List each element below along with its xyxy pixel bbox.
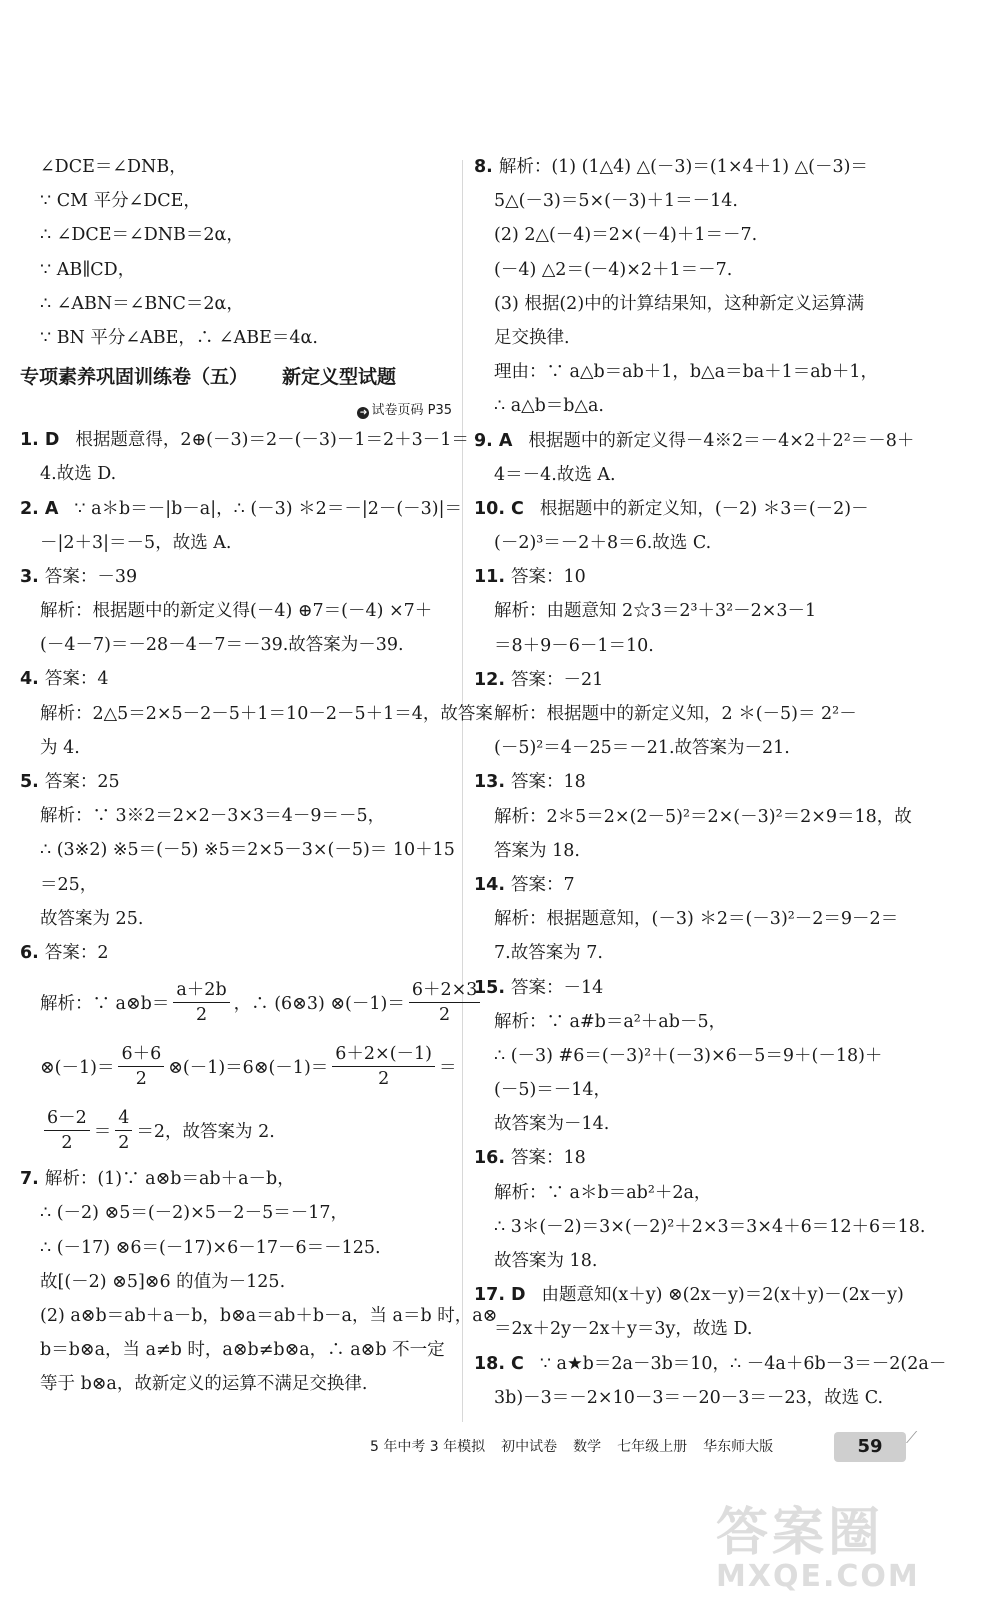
fraction: $\frac{6+6}{2}$ (118, 1042, 164, 1091)
text-line: b＝b⊗a，当 a≠b 时，a⊗b≠b⊗a，∴ a⊗b 不一定 (40, 1340, 445, 1361)
question-7 (20, 1162, 460, 1196)
footer-series: 5 年中考 3 年模拟 (370, 1439, 486, 1455)
question-number: 11. (474, 567, 506, 588)
question-16 (474, 1141, 944, 1175)
watermark (716, 1490, 920, 1594)
text-line: 答案：18 (511, 1148, 586, 1169)
text-line: 解析：(1)∵ a⊗b＝ab＋a－b， (44, 1169, 295, 1190)
text-segment: ⊗(－1)＝ (40, 1057, 115, 1078)
leaf-icon: ⟋ (906, 1428, 918, 1447)
text-line: ＝8＋9－6－1＝10. (494, 635, 654, 656)
text-line: 理由：∵ a△b＝ab＋1，b△a＝ba＋1＝ab＋1， (494, 362, 879, 383)
watermark-url: MXQE.COM (716, 1559, 920, 1594)
text-line: ＝2x＋2y－2x＋y＝3y，故选 D. (494, 1319, 753, 1340)
footer-grade: 七年级上册 (617, 1439, 688, 1455)
question-number: 4. (20, 669, 39, 690)
question-number: 8. (474, 157, 493, 177)
text-line: 故答案为－14. (494, 1114, 610, 1135)
question-number: 9. (474, 430, 493, 451)
text-line: 答案：－21 (511, 669, 604, 690)
question-3 (20, 560, 460, 594)
question-number: 5. (20, 772, 39, 792)
question-number: 15. (474, 977, 506, 998)
text-line: 5△(－3)＝5×(－3)＋1＝－14. (494, 191, 738, 212)
watermark-text: 答案圈 (716, 1503, 885, 1563)
text-line: 答案：18 (511, 772, 586, 793)
text-line: ∴ (－17) ⊗6＝(－17)×6－17－6＝－125. (40, 1237, 381, 1258)
question-number: 6. (20, 942, 39, 963)
text-line: (2) 2△(－4)＝2×(－4)＋1＝－7. (494, 225, 758, 246)
text-line: 故答案为 18. (494, 1251, 598, 1271)
question-18 (474, 1347, 947, 1381)
question-number: 3. (20, 566, 39, 587)
text-segment: 解析：∵ a⊗b＝ (40, 993, 170, 1014)
text-segment: ，∴ (6⊗3) ⊗(－1)＝ (233, 993, 405, 1014)
answer-choice: A (44, 498, 59, 519)
question-6 (20, 936, 460, 970)
fraction: $\frac{6-2}{2}$ (44, 1106, 90, 1155)
formula-line (20, 1034, 460, 1098)
question-14 (474, 868, 944, 902)
text-line: ∵ a＊b＝－|b－a|，∴ (－3) ＊2＝－|2－(－3)|＝ (74, 498, 463, 519)
text-line: (－5)＝－14， (494, 1080, 612, 1101)
text-line: 根据题中的新定义知，(－2) ＊3＝(－2)－ (539, 498, 869, 519)
text-line: 解析：2△5＝2×5－2－5＋1＝10－2－5＋1＝4，故答案 (40, 703, 493, 724)
question-number: 18. (474, 1353, 506, 1374)
answer-choice: C (511, 1353, 524, 1374)
text-segment: ＝2，故答案为 2. (136, 1121, 275, 1142)
question-number: 13. (474, 772, 506, 793)
text-line: ∴ a△b＝b△a. (494, 396, 604, 417)
text-line: ∴ ∠ABN＝∠BNC＝2α， (40, 293, 244, 314)
text-line: ∠DCE＝∠DNB， (40, 157, 187, 177)
text-line: 答案：4 (44, 669, 109, 690)
text-line: (3) 根据(2)中的计算结果知，这种新定义运算满 (494, 293, 865, 314)
answer-choice: D (44, 430, 60, 451)
page-footer (370, 1436, 773, 1456)
text-line: －|2＋3|＝－5，故选 A. (40, 532, 232, 553)
text-line: 答案为 18. (494, 840, 580, 861)
text-line: 7.故答案为 7. (494, 943, 603, 964)
text-line: 根据题中的新定义得－4※2＝－4×2＋2²＝－8＋ (528, 430, 915, 451)
question-4 (20, 662, 460, 696)
text-line: 为 4. (40, 737, 80, 758)
question-1 (20, 423, 469, 457)
text-line: 解析：(1) (1△4) △(－3)＝(1×4＋1) △(－3)＝ (498, 157, 868, 177)
question-13 (474, 765, 944, 799)
text-line: (－5)²＝4－25＝－21.故答案为－21. (494, 738, 790, 759)
text-line: 解析：2＊5＝2×(2－5)²＝2×(－3)²＝2×9＝18，故 (494, 806, 912, 827)
text-line: 由题意知(x＋y) ⊗(2x－y)＝2(x＋y)－(2x－y) (541, 1285, 904, 1306)
text-line: (2) a⊗b＝ab＋a－b，b⊗a＝ab＋b－a，当 a＝b 时，a⊗ (40, 1305, 498, 1326)
text-line: 故[(－2) ⊗5]⊗6 的值为－125. (40, 1271, 286, 1292)
question-15 (474, 971, 944, 1005)
text-line: (－2)³＝－2＋8＝6.故选 C. (494, 533, 712, 554)
text-line: ∵ BN 平分∠ABE，∴ ∠ABE＝4α. (40, 327, 318, 348)
text-line: ∵ CM 平分∠DCE， (40, 191, 201, 212)
question-number: 2. (20, 498, 39, 519)
question-8 (474, 150, 944, 184)
right-column (474, 150, 947, 1415)
text-line: (－4－7)＝－28－4－7＝－39.故答案为－39. (40, 635, 404, 656)
footer-subject: 数学 (573, 1439, 602, 1455)
question-number: 12. (474, 669, 506, 690)
text-line: ∵ a★b＝2a－3b＝10，∴ －4a＋6b－3＝－2(2a－ (539, 1353, 947, 1374)
text-line: 解析：∵ a＊b＝ab²＋2a， (494, 1182, 712, 1203)
text-line: 答案：－39 (44, 566, 138, 587)
fraction: $\frac{6+2\times 3}{2}$ (409, 978, 481, 1027)
text-line: 答案：10 (511, 567, 586, 588)
question-number: 16. (474, 1148, 506, 1169)
text-line: 故答案为 25. (40, 908, 144, 929)
text-line: 解析：由题意知 2☆3＝2³＋3²－2×3－1 (494, 601, 817, 622)
text-line: 解析：根据题中的新定义得(－4) ⊕7＝(－4) ×7＋ (40, 601, 433, 622)
text-line: 解析：∵ a#b＝a²＋ab－5， (494, 1011, 727, 1032)
text-line: 答案：7 (511, 874, 575, 895)
question-number: 10. (474, 498, 506, 519)
footer-edition: 华东师大版 (703, 1439, 774, 1455)
question-17 (474, 1278, 944, 1312)
text-line: ∴ (－3) #6＝(－3)²＋(－3)×6－5＝9＋(－18)＋ (494, 1045, 883, 1066)
question-10 (474, 492, 944, 526)
text-line: 答案：－14 (511, 977, 604, 998)
section-title (20, 355, 460, 399)
answer-choice: C (511, 498, 524, 519)
text-line: ∴ 3＊(－2)＝3×(－2)²＋2×3＝3×4＋6＝12＋6＝18. (494, 1216, 926, 1237)
fraction: $\frac{6+2\times(-1)}{2}$ (332, 1042, 435, 1091)
formula-line (20, 970, 478, 1034)
text-line: ∵ AB∥CD， (40, 259, 136, 280)
text-line: 3b)－3＝－2×10－3＝－20－3＝－23，故选 C. (494, 1387, 884, 1408)
text-line: 答案：2 (44, 942, 109, 963)
page-number: 59 (834, 1432, 906, 1462)
text-line: 解析：根据题中的新定义知，2 ＊(－5)＝ 2²－ (494, 704, 857, 724)
text-line: 4.故选 D. (40, 464, 117, 485)
arrow-right-icon: ➜ (357, 407, 369, 419)
text-line: ∴ (－2) ⊗5＝(－2)×5－2－5＝－17， (40, 1203, 348, 1224)
fraction: $\frac{a+2b}{2}$ (173, 978, 229, 1027)
text-line: ∴ (3※2) ※5＝(－5) ※5＝2×5－3×(－5)＝ 10＋15 (40, 840, 455, 861)
text-line: ∴ ∠DCE＝∠DNB＝2α， (40, 225, 244, 246)
question-12 (474, 663, 944, 697)
question-11 (474, 560, 944, 594)
question-number: 1. (20, 430, 39, 451)
text-line: 足交换律. (494, 327, 570, 348)
text-line: 解析：根据题意知，(－3) ＊2＝(－3)²－2＝9－2＝ (494, 909, 899, 930)
fraction: $\frac{4}{2}$ (115, 1106, 132, 1155)
question-number: 17. (474, 1285, 506, 1306)
text-line: ＝25， (40, 874, 98, 895)
question-number: 7. (20, 1169, 39, 1190)
answer-choice: A (498, 430, 513, 451)
text-line: 等于 b⊗a，故新定义的运算不满足交换律. (40, 1374, 368, 1395)
answer-choice: D (511, 1285, 526, 1306)
section-title-sub: 新定义型试题 (282, 366, 397, 389)
page-reference (20, 399, 460, 423)
text-segment: ＝ (93, 1121, 112, 1142)
footer-type: 初中试卷 (501, 1439, 558, 1455)
text-line: 答案：25 (44, 772, 120, 792)
question-2 (20, 492, 463, 526)
question-number: 14. (474, 874, 506, 895)
text-line: 解析：∵ 3※2＝2×2－3×3＝4－9＝－5， (40, 806, 386, 827)
question-9 (474, 424, 944, 458)
question-5 (20, 765, 460, 799)
section-title-main: 专项素养巩固训练卷（五） (20, 366, 249, 389)
column-divider (462, 160, 463, 1422)
text-line: 根据题意得，2⊕(－3)＝2－(－3)－1＝2＋3－1＝ (75, 430, 469, 451)
text-segment: ＝ (439, 1057, 457, 1078)
formula-line (20, 1098, 460, 1162)
text-line: (－4) △2＝(－4)×2＋1＝－7. (494, 259, 733, 280)
text-line: 4＝－4.故选 A. (494, 464, 616, 485)
page-reference-text: 试卷页码 P35 (371, 403, 452, 419)
text-segment: ⊗(－1)＝6⊗(－1)＝ (168, 1057, 329, 1078)
